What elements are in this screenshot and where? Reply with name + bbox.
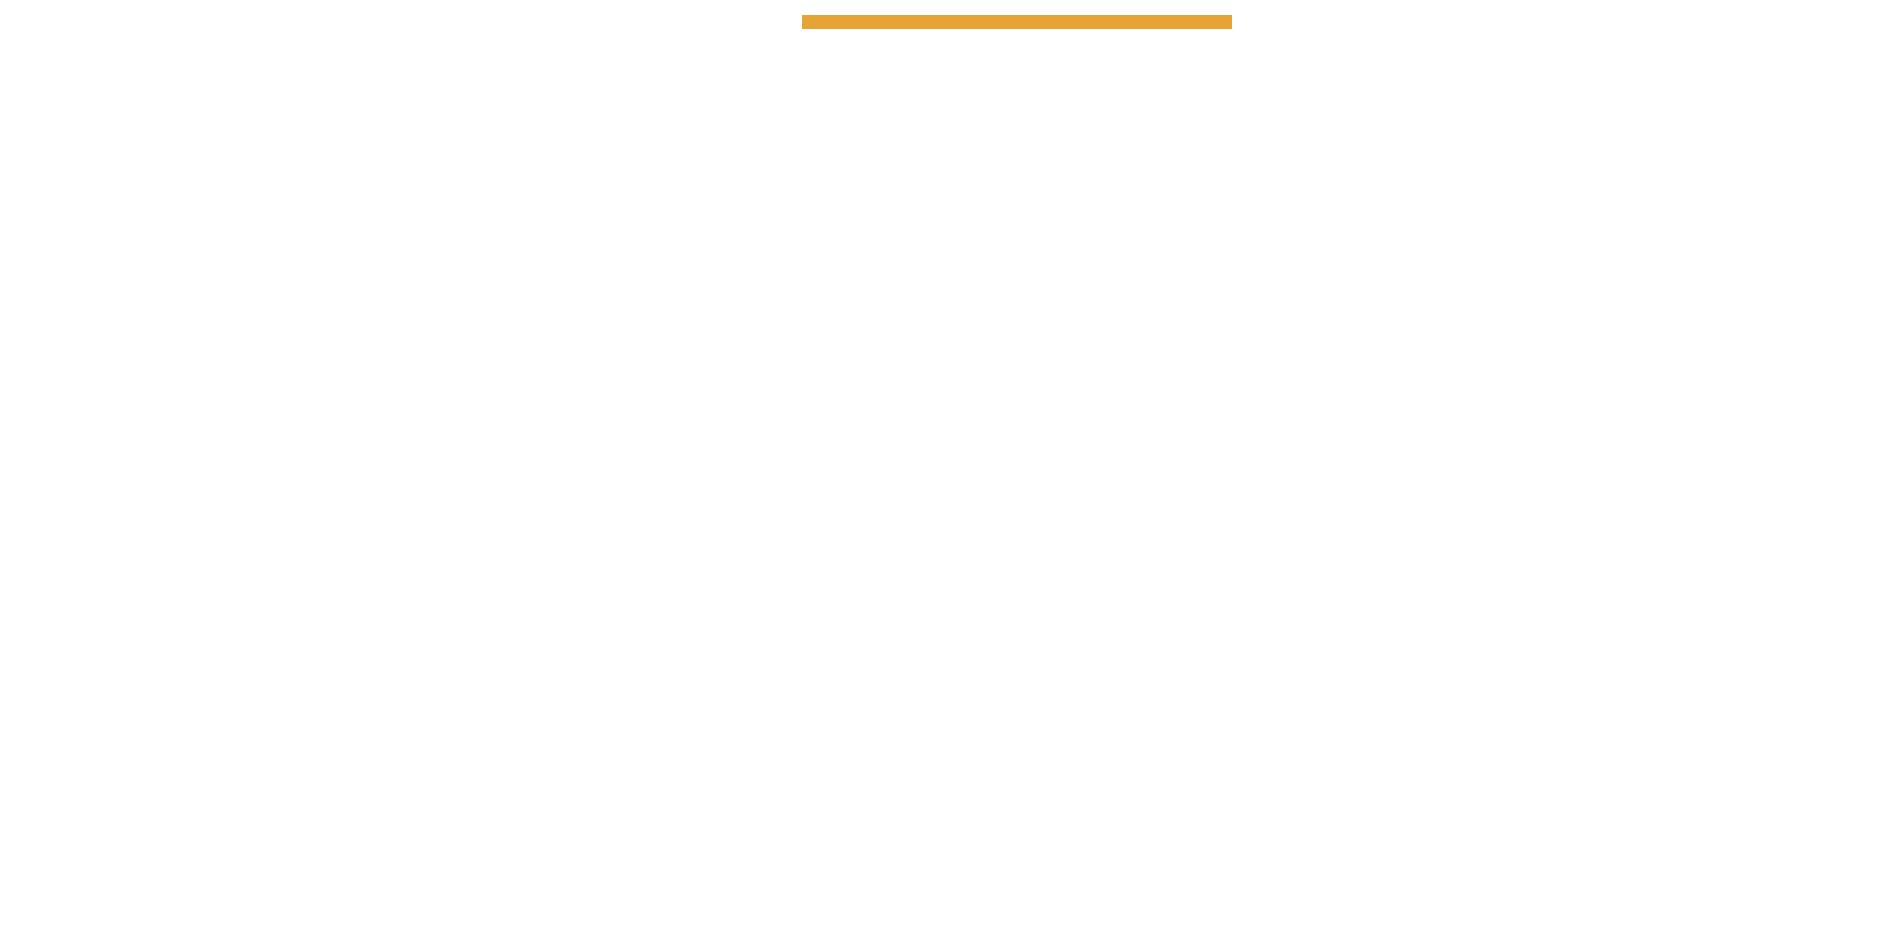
index-of-diversity-column (802, 0, 1232, 43)
pie-section-title (366, 0, 804, 8)
pie-charts-column (366, 0, 804, 10)
index-section-title (802, 0, 1232, 8)
formula-callout-box (802, 15, 1232, 29)
correlated-factors-column (1262, 0, 1882, 10)
factors-section-title (1262, 0, 1882, 8)
